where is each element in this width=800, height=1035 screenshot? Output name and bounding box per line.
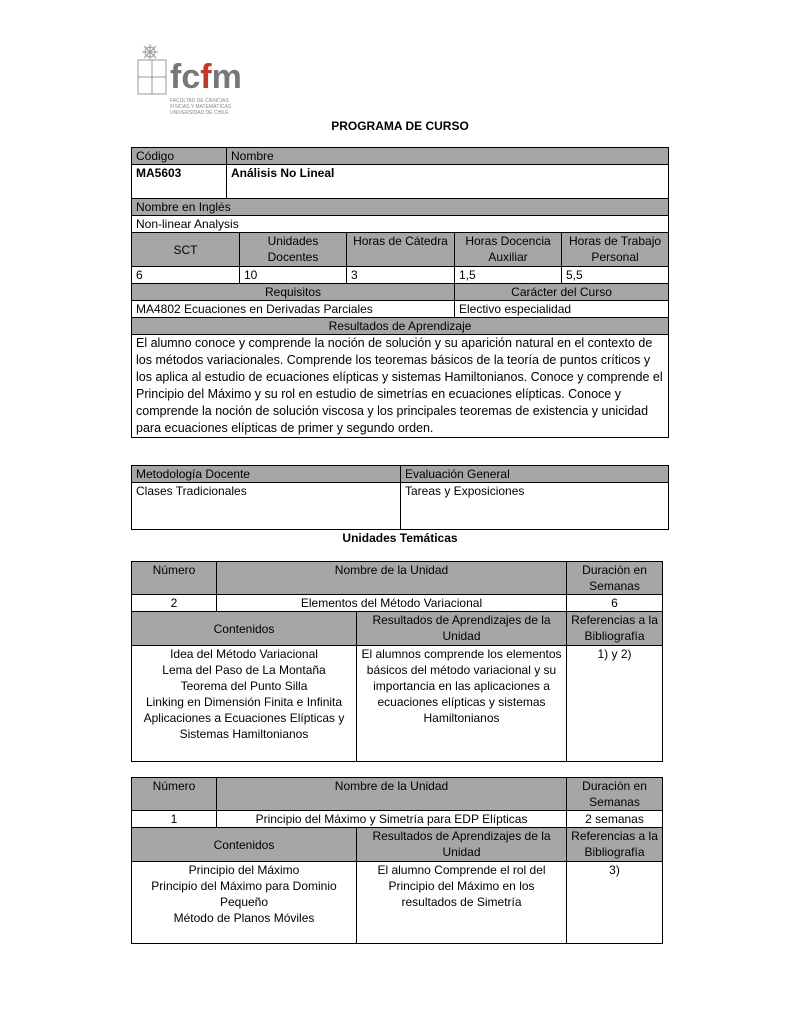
contenido-item: Linking en Dimensión Finita e Infinita: [145, 695, 343, 709]
sct-header: SCT: [132, 233, 240, 267]
unit-name: Elementos del Método Variacional: [217, 595, 567, 612]
evaluacion-value: Tareas y Exposiciones: [401, 483, 669, 530]
catedra-header: Horas de Cátedra: [347, 233, 455, 267]
numero-header: Número: [132, 562, 217, 595]
contenido-item: Lema del Paso de La Montaña: [162, 663, 326, 677]
metodologia-value: Clases Tradicionales: [132, 483, 401, 530]
personal-value: 5,5: [562, 267, 669, 284]
auxiliar-value: 1,5: [455, 267, 562, 284]
contenido-item: Aplicaciones a Ecuaciones Elípticas y Sistemas Hamiltonianos: [143, 711, 345, 741]
english-name: Non-linear Analysis: [132, 216, 669, 233]
caracter-label: Carácter del Curso: [455, 284, 669, 301]
resultados-label: Resultados de Aprendizaje: [132, 318, 669, 335]
contenido-item: Principio del Máximo: [188, 863, 300, 877]
sct-value: 6: [132, 267, 240, 284]
resultados-unidad-header: Resultados de Aprendizajes de la Unidad: [357, 612, 567, 646]
unit-referencias: 3): [567, 862, 663, 944]
unit-number: 2: [132, 595, 217, 612]
nombre-label: Nombre: [227, 148, 669, 165]
requisitos-value: MA4802 Ecuaciones en Derivadas Parciales: [132, 301, 455, 318]
resultados-text: El alumno conoce y comprende la noción de solución y su aparición natural en el contexto de los métodos variacionales. Comprende los teoremas básicos de la teoría de puntos críticos y los aplica al estudio de ecuaciones elípticas y sistemas Hamiltonianos. Conoce y comprende el Principio del Máximo y su rol en estudio de simetrías en ecuaciones elípticas. Conoce y comprende la noción de solución viscosa y los principales teoremas de existencia y unicidad para ecuaciones elípticas de primer y segundo orden.: [132, 335, 669, 438]
unit-resultados: El alumnos comprende los elementos básicos del método variacional y su importancia en las aplicaciones a ecuaciones elípticas y sistemas Hamiltonianos: [357, 646, 567, 762]
unidades-header: Unidades Docentes: [240, 233, 347, 267]
auxiliar-header: Horas Docencia Auxiliar: [455, 233, 562, 267]
unit-duration: 6: [567, 595, 663, 612]
unit-duration: 2 semanas: [567, 811, 663, 828]
course-name: Análisis No Lineal: [227, 165, 669, 199]
personal-header: Horas de Trabajo Personal: [562, 233, 669, 267]
nombre-unidad-header: Nombre de la Unidad: [217, 778, 567, 811]
svg-text:FACULTAD DE CIENCIAS: FACULTAD DE CIENCIAS: [170, 98, 229, 104]
contenidos-header: Contenidos: [132, 612, 357, 646]
duracion-header: Duración en Semanas: [567, 778, 663, 811]
contenidos-header: Contenidos: [132, 828, 357, 862]
course-code: MA5603: [132, 165, 227, 199]
unit-resultados: El alumno Comprende el rol del Principio del Máximo en los resultados de Simetría: [357, 862, 567, 944]
metodologia-label: Metodología Docente: [132, 466, 401, 483]
unit-contenidos: [132, 862, 357, 944]
evaluacion-label: Evaluación General: [401, 466, 669, 483]
unit-table: [131, 777, 663, 944]
unit-table: [131, 561, 663, 762]
course-info-table: [131, 147, 669, 438]
contenido-item: Idea del Método Variacional: [170, 647, 318, 661]
unit-referencias: 1) y 2): [567, 646, 663, 762]
contenido-item: Principio del Máximo para Dominio Pequeño: [151, 879, 337, 909]
referencias-header: Referencias a la Bibliografía: [567, 612, 663, 646]
contenido-item: Método de Planos Móviles: [173, 911, 315, 925]
unidades-title: Unidades Temáticas: [342, 531, 458, 545]
svg-text:UNIVERSIDAD DE CHILE: UNIVERSIDAD DE CHILE: [170, 110, 229, 116]
ingles-label: Nombre en Inglés: [132, 199, 669, 216]
svg-text:FÍSICAS Y MATEMÁTICAS: FÍSICAS Y MATEMÁTICAS: [170, 104, 232, 110]
referencias-header: Referencias a la Bibliografía: [567, 828, 663, 862]
unidades-value: 10: [240, 267, 347, 284]
nombre-unidad-header: Nombre de la Unidad: [217, 562, 567, 595]
fcfm-logo: [136, 44, 256, 120]
unit-name: Principio del Máximo y Simetría para EDP Elípticas: [217, 811, 567, 828]
unit-contenidos: [132, 646, 357, 762]
page-title: PROGRAMA DE CURSO: [331, 119, 469, 133]
metodologia-table: [131, 465, 669, 530]
caracter-value: Electivo especialidad: [455, 301, 669, 318]
requisitos-label: Requisitos: [132, 284, 455, 301]
unit-number: 1: [132, 811, 217, 828]
svg-text:fcfm: fcfm: [170, 58, 242, 96]
codigo-label: Código: [132, 148, 227, 165]
university-crest-icon: [136, 44, 256, 120]
duracion-header: Duración en Semanas: [567, 562, 663, 595]
catedra-value: 3: [347, 267, 455, 284]
numero-header: Número: [132, 778, 217, 811]
contenido-item: Teorema del Punto Silla: [180, 679, 308, 693]
resultados-unidad-header: Resultados de Aprendizajes de la Unidad: [357, 828, 567, 862]
